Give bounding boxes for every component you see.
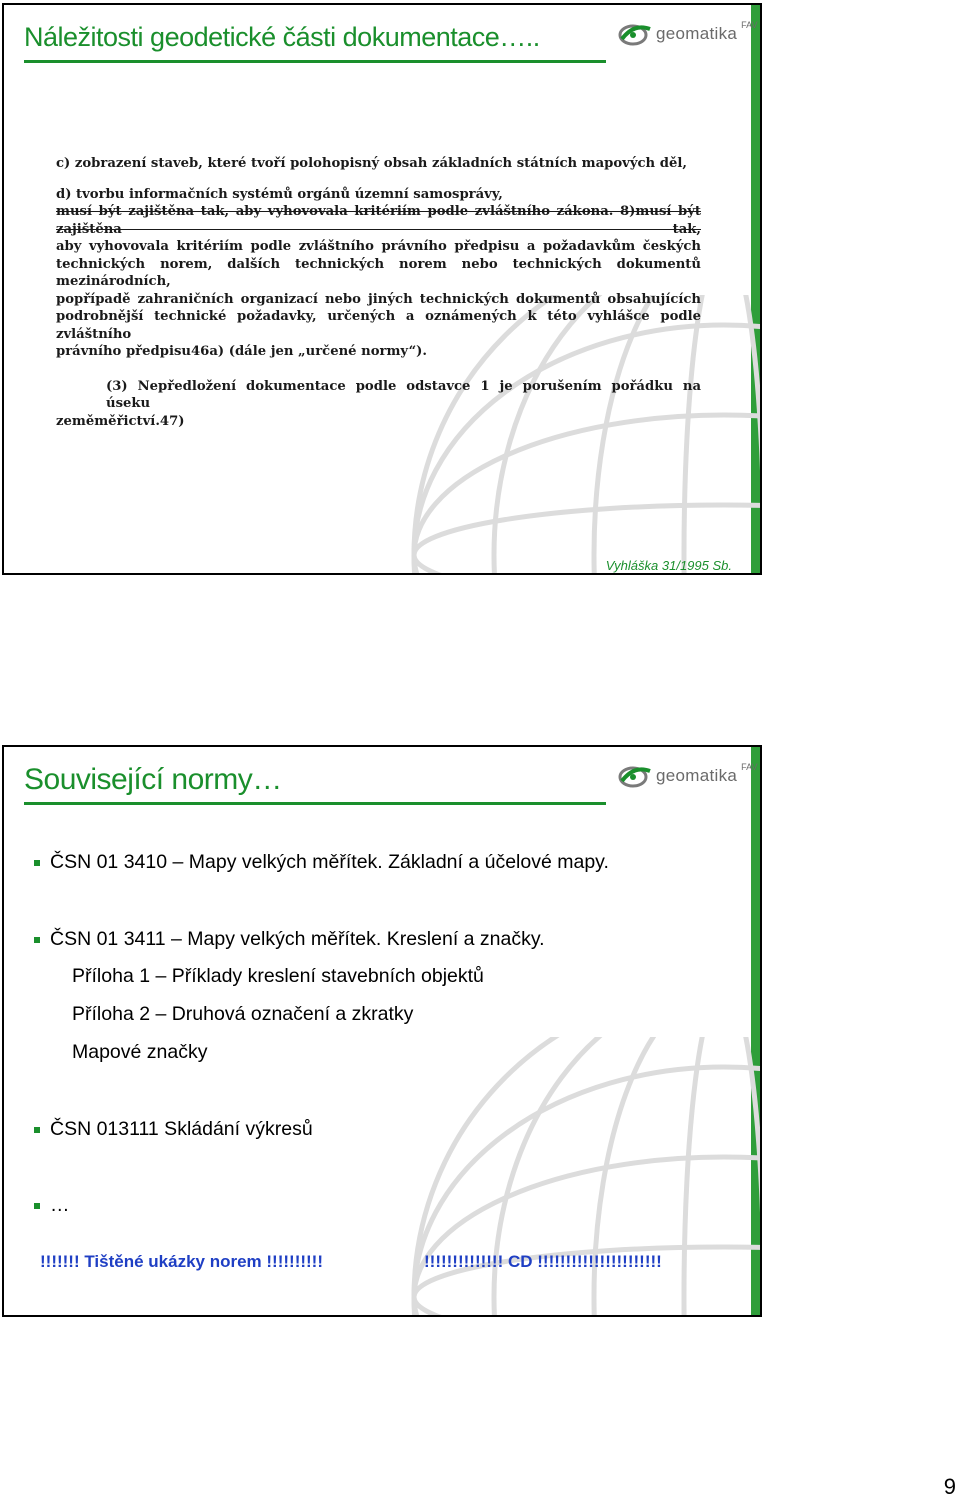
source-caption: Vyhláška 31/1995 Sb. <box>605 558 732 573</box>
list-item-text: ČSN 01 3411 – Mapy velkých měřítek. Kreslení a značky. <box>50 928 545 950</box>
scan-line: právního předpisu46a) (dále jen „určené normy“). <box>56 344 427 359</box>
list-item-text: … <box>50 1194 70 1216</box>
list-item-csn-013111 <box>34 1118 313 1141</box>
slide-1 <box>2 3 762 575</box>
list-item-ellipsis <box>34 1194 70 1217</box>
geomatika-logo <box>618 21 757 47</box>
list-item-text: ČSN 013111 Skládání výkresů <box>50 1118 313 1140</box>
scan-line: popřípadě zahraničních organizací nebo jiných technických dokumentů obsahujících <box>56 291 701 307</box>
printed-samples-note: !!!!!!! Tištěné ukázky norem !!!!!!!!!! <box>40 1252 323 1271</box>
scan-line-d: d) tvorbu informačních systémů orgánů územní samosprávy, <box>56 186 503 202</box>
list-item-csn-013410 <box>34 851 609 874</box>
slide-title: Náležitosti geodetické části dokumentace….. <box>24 22 540 52</box>
scan-line-paragraph-3: (3) Nepředložení dokumentace podle odstavce 1 je porušením pořádku na úseku <box>106 378 701 411</box>
scanned-regulation-text <box>56 155 701 430</box>
cd-note: !!!!!!!!!!!!!! CD !!!!!!!!!!!!!!!!!!!!!! <box>424 1252 662 1271</box>
logo-fav: FAV <box>741 20 758 30</box>
sub-item-mapove-znacky: Mapové značky <box>72 1041 208 1063</box>
slide-2 <box>2 745 762 1317</box>
geomatika-logo <box>618 763 757 789</box>
logo-fav: FAV <box>741 762 758 772</box>
bullet-square-icon <box>34 1127 40 1133</box>
scan-line: zeměměřictví.47) <box>56 413 185 429</box>
title-underline <box>24 60 606 63</box>
slide-title: Související normy… <box>24 763 282 796</box>
scan-line: aby vyhovovala kritériím podle zvláštního právního předpisu a požadavkům českých <box>56 239 701 254</box>
geomatika-logo-icon <box>618 763 652 789</box>
scan-line-c: c) zobrazení staveb, které tvoří polohopisný obsah základních státních mapových děl, <box>56 156 687 171</box>
logo-text: geomatika <box>656 24 738 43</box>
bullet-square-icon <box>34 860 40 866</box>
globe-watermark <box>394 1037 762 1317</box>
page-number: 9 <box>943 1474 956 1499</box>
sub-item-priloha-2: Příloha 2 – Druhová označení a zkratky <box>72 1003 414 1025</box>
logo-text: geomatika <box>656 766 738 785</box>
scan-line-struck: musí být zajištěna tak, aby vyhovovala kritériím podle zvláštního zákona. 8)musí být zajištěna tak, <box>56 204 701 237</box>
bullet-square-icon <box>34 1203 40 1209</box>
list-item-text: ČSN 01 3410 – Mapy velkých měřítek. Základní a účelové mapy. <box>50 851 609 873</box>
scan-line: technických norem, dalších technických norem nebo technických dokumentů mezinárodních, <box>56 256 701 289</box>
geomatika-logo-icon <box>618 21 652 47</box>
sub-item-priloha-1: Příloha 1 – Příklady kreslení stavebních objektů <box>72 965 484 987</box>
title-underline <box>24 802 606 805</box>
list-item-csn-013411 <box>34 928 545 951</box>
bullet-square-icon <box>34 937 40 943</box>
scan-line: podrobnější technické požadavky, určených a oznámených k této vyhlášce podle zvláštního <box>56 309 701 342</box>
